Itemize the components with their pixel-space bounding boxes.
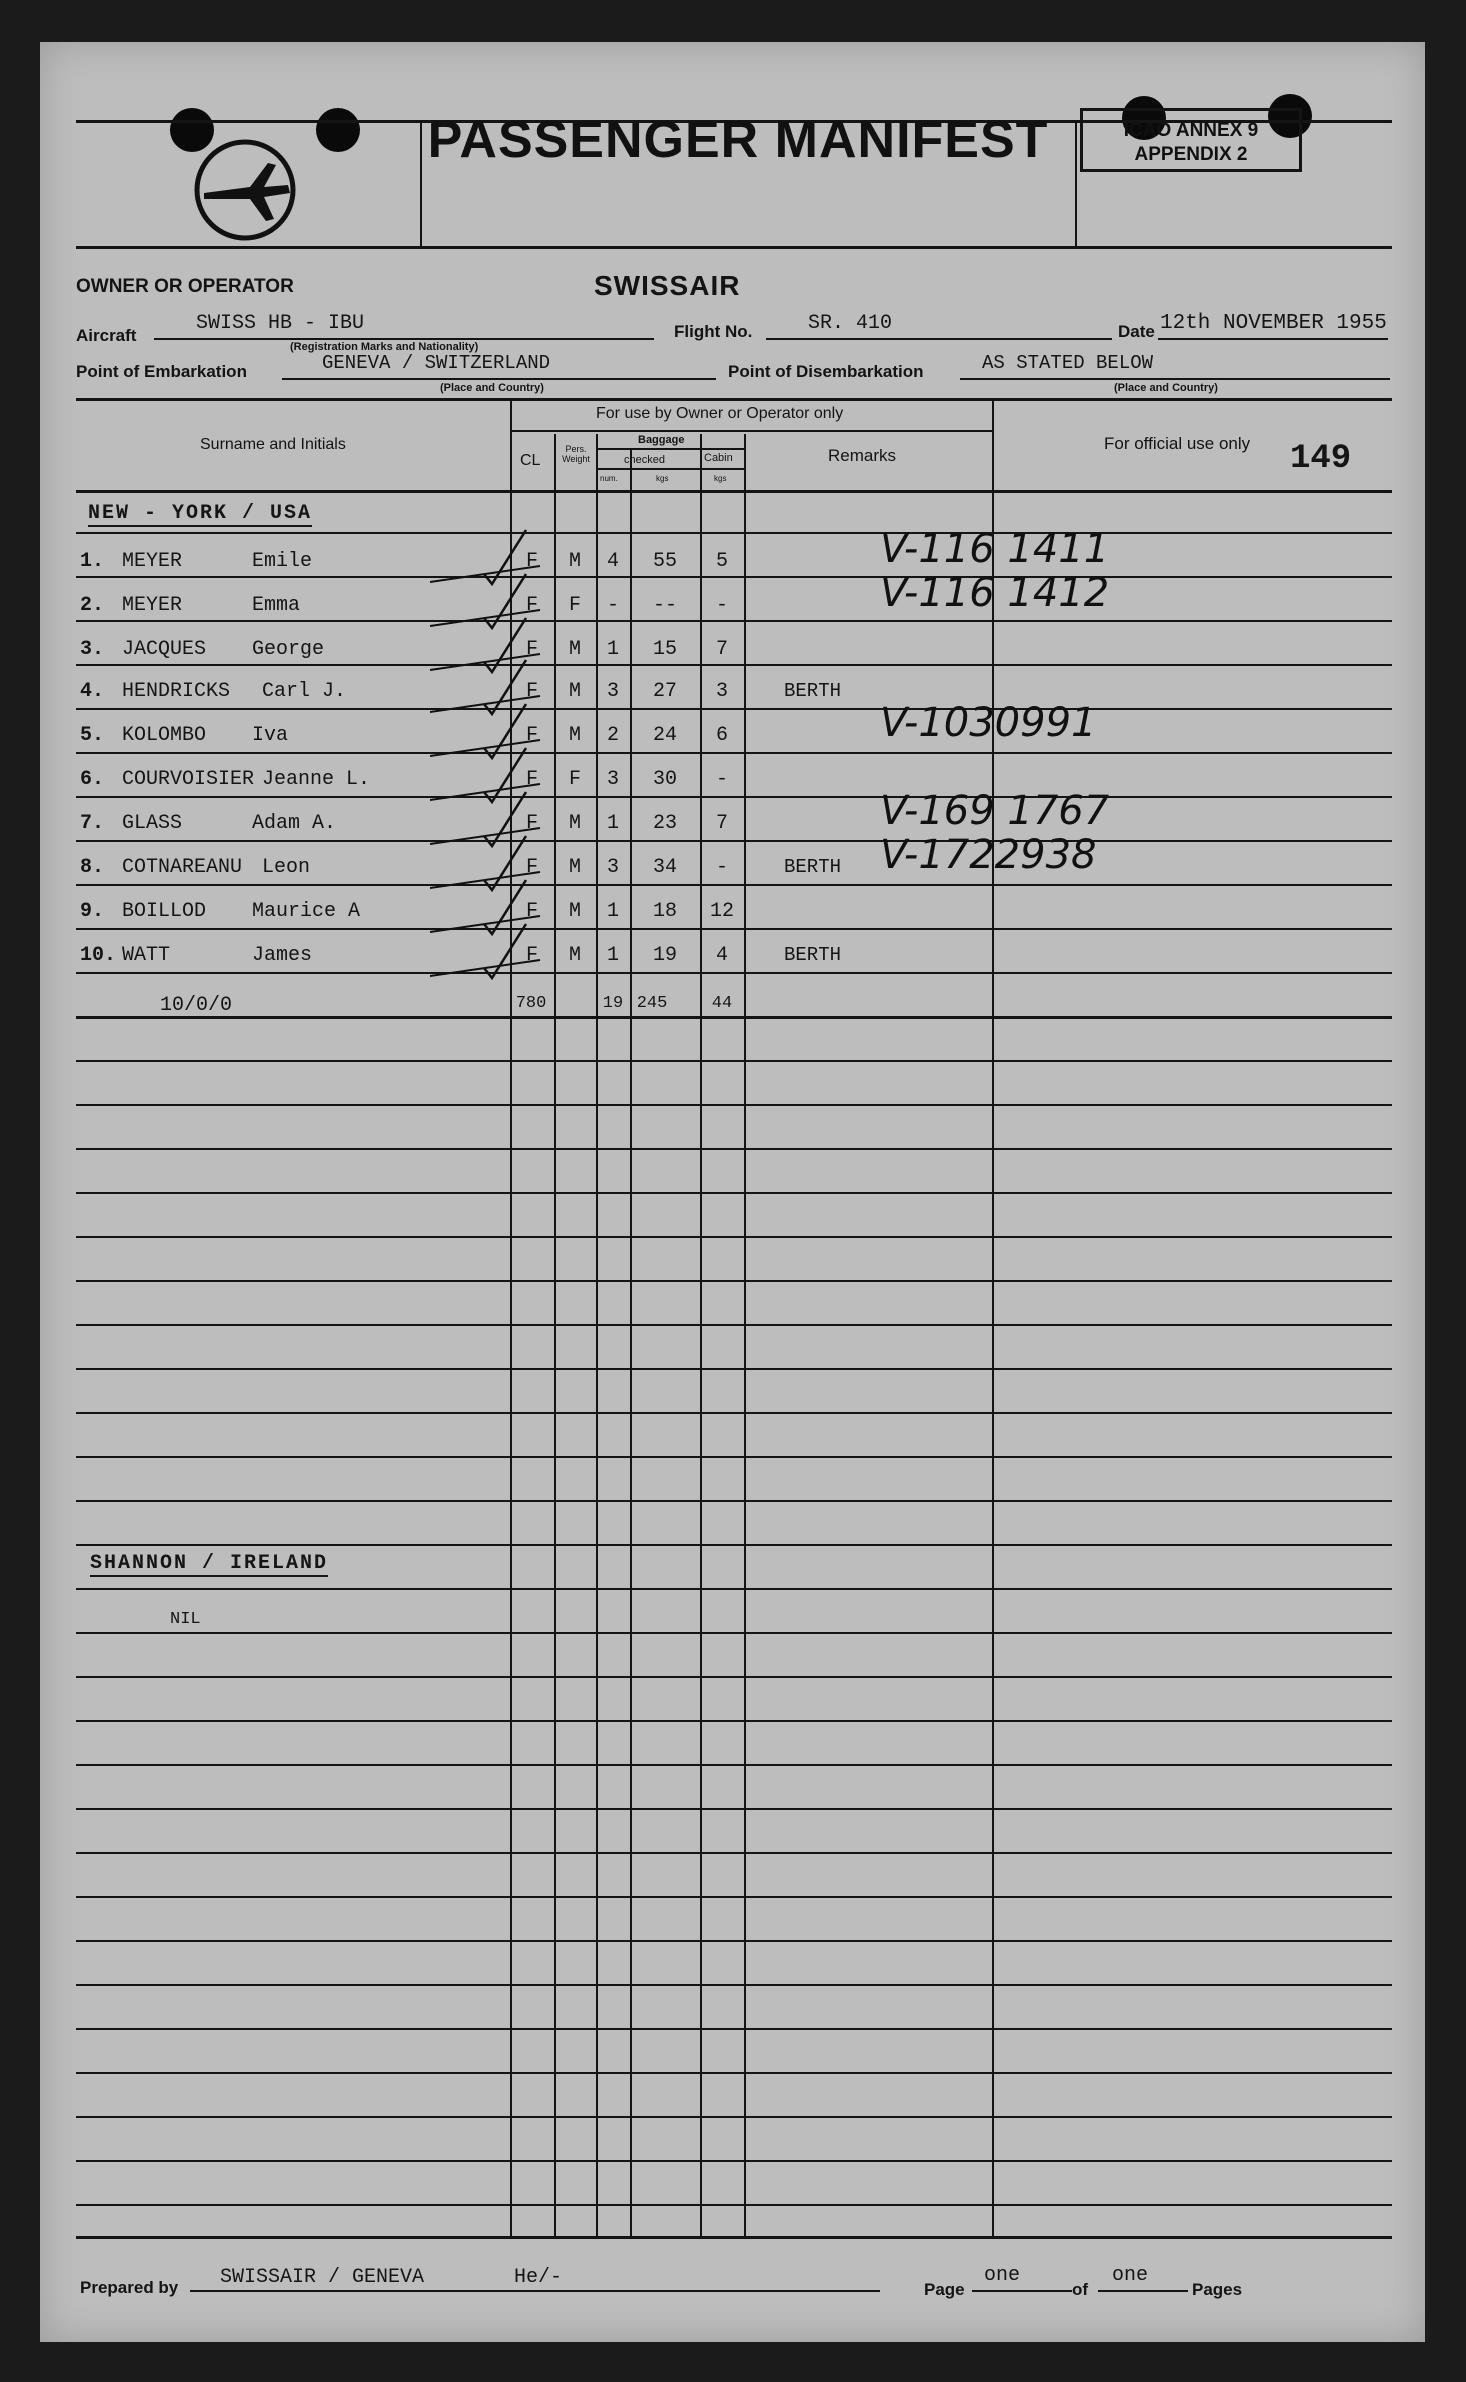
row-bag-kgs: 18 bbox=[652, 900, 677, 923]
row-given-name: Jeanne L. bbox=[262, 768, 371, 791]
row-bag-num: 1 bbox=[606, 638, 619, 661]
row-number: 9. bbox=[80, 900, 105, 923]
row-cabin-kgs: - bbox=[715, 856, 728, 879]
table-rule bbox=[76, 1104, 1392, 1106]
row-surname: HENDRICKS bbox=[122, 680, 231, 703]
row-bag-num: 3 bbox=[606, 768, 619, 791]
row-bag-num: 3 bbox=[606, 856, 619, 879]
punch-hole bbox=[316, 108, 360, 152]
row-cabin-kgs: 5 bbox=[715, 550, 728, 573]
row-bag-kgs: 23 bbox=[652, 812, 677, 835]
table-rule bbox=[76, 1456, 1392, 1458]
row-official-note: V-1722938 bbox=[880, 832, 1097, 878]
row-pers-weight: F bbox=[568, 594, 581, 617]
row-cabin-kgs: 7 bbox=[715, 638, 728, 661]
row-bag-num: 3 bbox=[606, 680, 619, 703]
row-bag-kgs: 34 bbox=[652, 856, 677, 879]
owner-label: OWNER OR OPERATOR bbox=[76, 276, 294, 297]
row-number: 2. bbox=[80, 594, 105, 617]
prepared-initials: He/- bbox=[514, 2266, 563, 2289]
check-mark-icon bbox=[430, 920, 560, 980]
section-shannon: SHANNON / IRELAND bbox=[90, 1552, 329, 1575]
table-rule bbox=[76, 532, 1392, 534]
row-given-name: Emile bbox=[252, 550, 313, 573]
row-class: F bbox=[525, 638, 538, 661]
totals-cl: 780 bbox=[515, 994, 547, 1013]
row-number: 7. bbox=[80, 812, 105, 835]
table-rule bbox=[76, 1896, 1392, 1898]
row-given-name: Maurice A bbox=[252, 900, 361, 923]
col-official: For official use only bbox=[1104, 434, 1251, 453]
table-rule bbox=[76, 1588, 1392, 1590]
row-remarks: BERTH bbox=[784, 856, 842, 878]
table-rule bbox=[76, 2028, 1392, 2030]
row-bag-num: 1 bbox=[606, 944, 619, 967]
table-rule bbox=[76, 1368, 1392, 1370]
row-number: 10. bbox=[80, 944, 117, 967]
row-bag-kgs: 24 bbox=[652, 724, 677, 747]
row-surname: COURVOISIER bbox=[122, 768, 255, 791]
row-given-name: Emma bbox=[252, 594, 301, 617]
totals-kgs: 245 bbox=[636, 994, 668, 1013]
row-official-note: V-116 1411 bbox=[880, 526, 1110, 572]
col-surname: Surname and Initials bbox=[200, 436, 346, 453]
pages-label: Pages bbox=[1192, 2280, 1243, 2299]
row-class: F bbox=[525, 550, 538, 573]
flight-label: Flight No. bbox=[674, 322, 753, 341]
table-rule bbox=[76, 972, 1392, 974]
row-cabin-kgs: - bbox=[715, 594, 728, 617]
table-rule bbox=[76, 1412, 1392, 1414]
table-rule bbox=[76, 1676, 1392, 1678]
row-pers-weight: M bbox=[568, 638, 581, 661]
row-given-name: Iva bbox=[252, 724, 289, 747]
table-rule bbox=[76, 1852, 1392, 1854]
row-number: 8. bbox=[80, 856, 105, 879]
row-bag-kgs: 30 bbox=[652, 768, 677, 791]
embark-label: Point of Embarkation bbox=[76, 362, 247, 381]
table-rule bbox=[76, 796, 1392, 798]
col-checked: checked bbox=[624, 454, 665, 466]
row-given-name: Carl J. bbox=[262, 680, 347, 703]
row-class: F bbox=[525, 900, 538, 923]
page-value: one bbox=[984, 2264, 1021, 2287]
row-surname: MEYER bbox=[122, 550, 183, 573]
table-rule bbox=[76, 928, 1392, 930]
totals-cabin: 44 bbox=[711, 994, 733, 1013]
table-rule bbox=[76, 2204, 1392, 2206]
row-class: F bbox=[525, 856, 538, 879]
row-bag-num: 2 bbox=[606, 724, 619, 747]
row-pers-weight: M bbox=[568, 724, 581, 747]
col-remarks: Remarks bbox=[828, 446, 897, 465]
row-surname: WATT bbox=[122, 944, 171, 967]
totals-num: 19 bbox=[602, 994, 624, 1013]
table-rule bbox=[76, 2072, 1392, 2074]
prepared-label: Prepared by bbox=[80, 2278, 179, 2297]
table-rule bbox=[76, 1192, 1392, 1194]
prepared-value: SWISSAIR / GENEVA bbox=[220, 2266, 425, 2289]
row-pers-weight: M bbox=[568, 944, 581, 967]
row-number: 3. bbox=[80, 638, 105, 661]
row-number: 4. bbox=[80, 680, 105, 703]
row-pers-weight: M bbox=[568, 900, 581, 923]
table-rule bbox=[76, 708, 1392, 710]
of-value: one bbox=[1112, 2264, 1149, 2287]
table-rule bbox=[76, 1016, 1392, 1019]
totals-label: 10/0/0 bbox=[160, 994, 233, 1017]
table-rule bbox=[76, 2160, 1392, 2162]
section-new-york: NEW - YORK / USA bbox=[88, 502, 313, 525]
table-rule bbox=[76, 1632, 1392, 1634]
row-official-note: V-116 1412 bbox=[880, 570, 1110, 616]
table-rule bbox=[76, 1720, 1392, 1722]
col-cabin-kgs: kgs bbox=[714, 474, 727, 483]
row-bag-kgs: 27 bbox=[652, 680, 677, 703]
table-rule bbox=[76, 752, 1392, 754]
col-baggage: Baggage bbox=[638, 434, 685, 446]
owner-value: SWISSAIR bbox=[594, 270, 741, 301]
airplane-logo-icon bbox=[190, 135, 300, 245]
table-rule bbox=[76, 1148, 1392, 1150]
table-rule bbox=[76, 1500, 1392, 1502]
table-rule bbox=[76, 1940, 1392, 1942]
row-class: F bbox=[525, 944, 538, 967]
flight-value: SR. 410 bbox=[808, 312, 893, 335]
col-owner-use: For use by Owner or Operator only bbox=[596, 405, 844, 422]
row-surname: MEYER bbox=[122, 594, 183, 617]
aircraft-value: SWISS HB - IBU bbox=[196, 312, 365, 335]
icao-line-2: APPENDIX 2 bbox=[1134, 144, 1248, 165]
row-bag-kgs: 15 bbox=[652, 638, 677, 661]
row-bag-kgs: -- bbox=[652, 594, 677, 617]
table-rule bbox=[76, 576, 1392, 578]
row-cabin-kgs: 3 bbox=[715, 680, 728, 703]
row-bag-num: 4 bbox=[606, 550, 619, 573]
row-pers-weight: F bbox=[568, 768, 581, 791]
row-given-name: George bbox=[252, 638, 325, 661]
row-class: F bbox=[525, 680, 538, 703]
table-rule bbox=[76, 1324, 1392, 1326]
section-shannon-value: NIL bbox=[170, 1610, 201, 1629]
disembark-label: Point of Disembarkation bbox=[728, 362, 924, 381]
row-class: F bbox=[525, 724, 538, 747]
table-rule bbox=[76, 1808, 1392, 1810]
table-rule bbox=[76, 2116, 1392, 2118]
row-number: 6. bbox=[80, 768, 105, 791]
official-number: 149 bbox=[1290, 440, 1352, 478]
row-bag-num: 1 bbox=[606, 900, 619, 923]
row-pers-weight: M bbox=[568, 812, 581, 835]
row-bag-num: 1 bbox=[606, 812, 619, 835]
row-number: 1. bbox=[80, 550, 105, 573]
row-remarks: BERTH bbox=[784, 680, 842, 702]
page-title: PASSENGER MANIFEST bbox=[427, 111, 1049, 169]
icao-box bbox=[1080, 108, 1302, 172]
row-official-note: V-169 1767 bbox=[880, 788, 1110, 834]
row-bag-kgs: 55 bbox=[652, 550, 677, 573]
date-label: Date bbox=[1118, 322, 1155, 341]
table-rule bbox=[76, 1984, 1392, 1986]
table-rule bbox=[76, 840, 1392, 842]
table-rule bbox=[76, 884, 1392, 886]
col-cl: CL bbox=[520, 452, 541, 469]
row-given-name: Leon bbox=[262, 856, 311, 879]
row-surname: BOILLOD bbox=[122, 900, 207, 923]
row-bag-num: - bbox=[606, 594, 619, 617]
row-cabin-kgs: - bbox=[715, 768, 728, 791]
disembark-note: (Place and Country) bbox=[1114, 382, 1218, 394]
date-value: 12th NOVEMBER 1955 bbox=[1160, 312, 1387, 335]
row-class: F bbox=[525, 768, 538, 791]
row-surname: GLASS bbox=[122, 812, 183, 835]
disembark-value: AS STATED BELOW bbox=[982, 352, 1154, 374]
row-class: F bbox=[525, 812, 538, 835]
row-surname: KOLOMBO bbox=[122, 724, 207, 747]
embark-value: GENEVA / SWITZERLAND bbox=[322, 352, 551, 374]
table-rule bbox=[76, 1764, 1392, 1766]
row-pers-weight: M bbox=[568, 680, 581, 703]
table-rule bbox=[76, 620, 1392, 622]
row-cabin-kgs: 12 bbox=[709, 900, 734, 923]
embark-note: (Place and Country) bbox=[440, 382, 544, 394]
col-cabin: Cabin bbox=[704, 452, 733, 464]
table-rule bbox=[76, 1236, 1392, 1238]
row-pers-weight: M bbox=[568, 550, 581, 573]
row-class: F bbox=[525, 594, 538, 617]
col-pers-weight: Pers. Weight bbox=[562, 444, 590, 464]
row-bag-kgs: 19 bbox=[652, 944, 677, 967]
aircraft-label: Aircraft bbox=[76, 326, 137, 345]
col-num: num. bbox=[600, 474, 618, 483]
of-label: of bbox=[1072, 2280, 1089, 2299]
row-surname: JACQUES bbox=[122, 638, 207, 661]
row-number: 5. bbox=[80, 724, 105, 747]
row-pers-weight: M bbox=[568, 856, 581, 879]
row-surname: COTNAREANU bbox=[122, 856, 243, 879]
row-given-name: Adam A. bbox=[252, 812, 337, 835]
table-rule bbox=[76, 1060, 1392, 1062]
table-rule bbox=[76, 664, 1392, 666]
icao-line-1: ICAO ANNEX 9 bbox=[1123, 120, 1259, 141]
table-rule bbox=[76, 1280, 1392, 1282]
row-given-name: James bbox=[252, 944, 313, 967]
row-official-note: V-1030991 bbox=[880, 700, 1097, 746]
row-cabin-kgs: 6 bbox=[715, 724, 728, 747]
row-cabin-kgs: 4 bbox=[715, 944, 728, 967]
row-cabin-kgs: 7 bbox=[715, 812, 728, 835]
row-remarks: BERTH bbox=[784, 944, 842, 966]
aircraft-note: (Registration Marks and Nationality) bbox=[290, 341, 479, 353]
col-kgs: kgs bbox=[656, 474, 669, 483]
page-label: Page bbox=[924, 2280, 965, 2299]
table-rule bbox=[76, 1544, 1392, 1546]
